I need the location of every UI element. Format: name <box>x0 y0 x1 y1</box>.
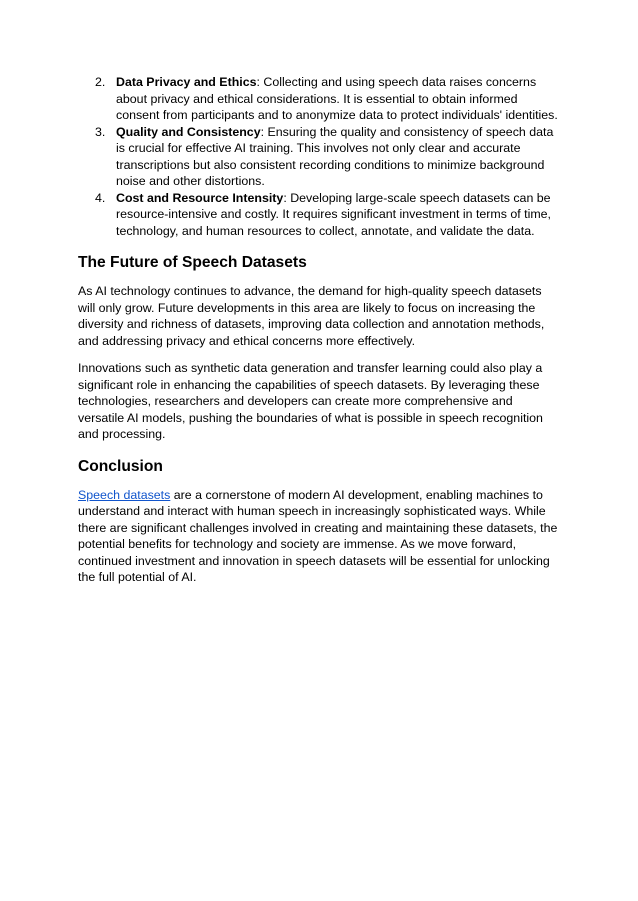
list-item-term: Data Privacy and Ethics <box>116 75 257 89</box>
list-item-text: : Ensuring the quality and consistency of speech data is crucial for effective AI training. This involves not only clear and accurate transcriptions but also consistent recording conditions to minimize background noise and other distortions. <box>116 124 554 188</box>
list-item-term: Quality and Consistency <box>116 124 261 139</box>
list-item <box>78 190 560 240</box>
list-item-number: 2. <box>95 75 106 89</box>
list-item-text: : Developing large-scale speech datasets can be resource-intensive and costly. It requires significant investment in terms of time, technology, and human resources to collect, annotate, and validate the data. <box>116 190 551 238</box>
conclusion-paragraph <box>78 487 560 586</box>
future-heading: The Future of Speech Datasets <box>78 254 307 271</box>
challenges-list <box>78 74 560 239</box>
conclusion-heading: Conclusion <box>78 457 163 475</box>
list-item-number: 3. <box>95 124 106 139</box>
list-item <box>78 124 560 190</box>
list-item-number: 4. <box>95 190 106 205</box>
list-item <box>78 74 560 124</box>
list-item-term: Cost and Resource Intensity <box>116 190 284 205</box>
future-paragraph-2: Innovations such as synthetic data generation and transfer learning could also play a significant role in enhancing the capabilities of speech datasets. By leveraging these technologies, researchers and developers can create more comprehensive and versatile AI models, pushing the boundaries of what is possible in speech recognition and processing. <box>78 361 543 441</box>
future-paragraph-1: As AI technology continues to advance, the demand for high-quality speech datasets will only grow. Future developments in this area are likely to focus on increasing the diversity and richness of datasets, improving data collection and annotation methods, and addressing privacy and ethical concerns more effectively. <box>78 284 545 348</box>
speech-datasets-link[interactable]: Speech datasets <box>78 487 171 502</box>
list-item-text: : Collecting and using speech data raises concerns about privacy and ethical considerations. It is essential to obtain informed consent from participants and to anonymize data to protect individuals' identities. <box>116 75 558 122</box>
conclusion-text: are a cornerstone of modern AI development, enabling machines to understand and interact with human speech in increasingly sophisticated ways. While there are significant challenges involved in creating and maintaining these datasets, the potential benefits for technology and society are immense. As we move forward, continued investment and innovation in speech datasets will be essential for unlocking the full potential of AI. <box>78 487 558 584</box>
